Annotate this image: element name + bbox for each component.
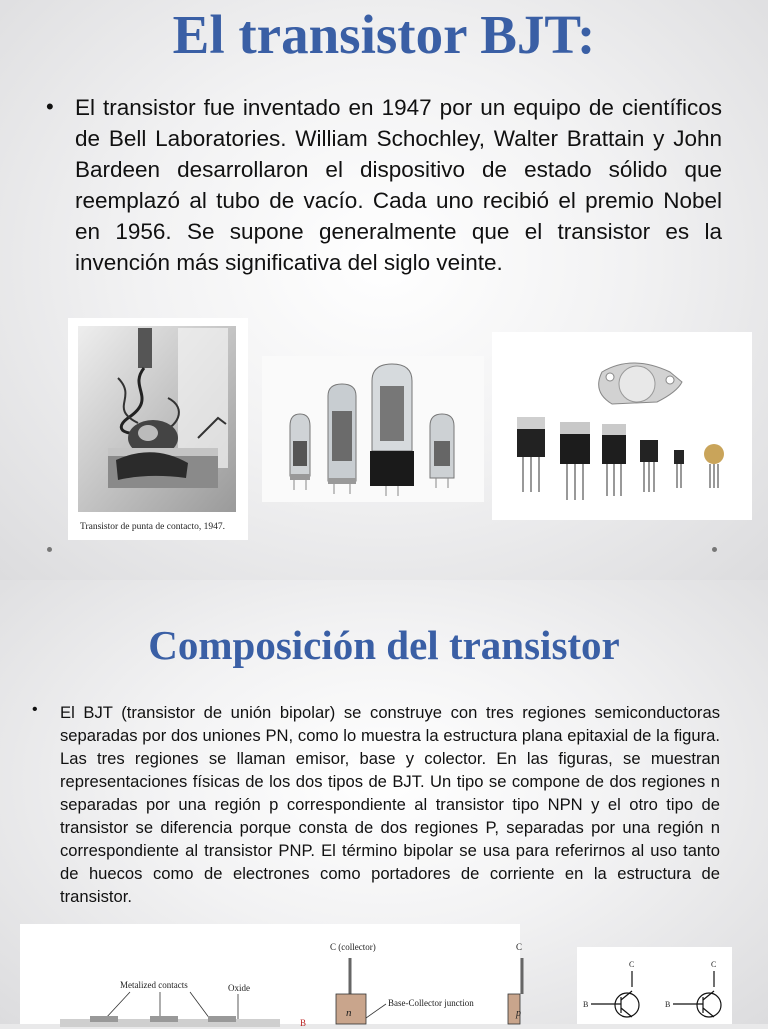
intro-bullet (46, 92, 722, 278)
pnp-collector-label: C (711, 960, 717, 969)
pnp-base-label: B (665, 1000, 671, 1009)
vacuum-tubes-photo (262, 356, 484, 502)
junction-label: Base-Collector junction (388, 998, 474, 1008)
slide-title: Composición del transistor (148, 622, 620, 668)
oxide-label: Oxide (228, 983, 250, 993)
slide-dot-right (712, 547, 717, 552)
point-contact-transistor-photo (68, 318, 248, 540)
p-region-label: p (516, 1008, 521, 1019)
composition-paragraph: El BJT (transistor de unión bipolar) se construye con tres regiones semiconductoras separadas por dos uniones PN, como lo muestra la estructura plana epitaxial de la figura. Las tres regiones se llaman emisor, base y colector. En las figuras, se muestran representaciones físicas de los dos tipos de BJT. Un tipo se compone de dos regiones n separadas por una región p correspondiente al transistor tipo NPN y el otro tipo de transistor se diferencia porque consta de dos regiones P, separadas por una región n correspondiente al transistor PNP. El término bipolar se usa para referirnos al uso tanto de huecos como de electrones como portadores de corriente en la estructura de transistor. (60, 703, 720, 906)
slide-title: El transistor BJT: (172, 4, 596, 65)
slide-composition (0, 580, 768, 1028)
intro-paragraph: El transistor fue inventado en 1947 por un equipo de científicos de Bell Laboratories. William Schochley, Walter Brattain y John Bardeen desarrollaron el dispositivo de estado sólido que reemplazó al tubo de vacío. Cada uno recibió el premio Nobel en 1956. Se supone generalmente que el transistor es la invención más significativa del siglo veinte. (75, 95, 722, 275)
collector-label: C (collector) (330, 942, 376, 952)
bullet-mark: • (46, 94, 54, 119)
npn-collector-label: C (629, 960, 635, 969)
metalized-contacts-label: Metalized contacts (120, 980, 188, 990)
base-label: B (300, 1018, 307, 1028)
bjt-structure-figure (20, 924, 522, 1028)
slide-dot-left (47, 547, 52, 552)
bullet-mark: • (32, 701, 38, 718)
collector-short-label: C (515, 942, 522, 952)
photo-caption: Transistor de punta de contacto, 1947. (80, 522, 226, 532)
npn-base-label: B (583, 1000, 589, 1009)
composition-bullet (32, 701, 720, 908)
transistor-symbols-figure (577, 947, 732, 1024)
modern-transistors-photo (492, 332, 752, 520)
n-region-label: n (346, 1007, 352, 1019)
